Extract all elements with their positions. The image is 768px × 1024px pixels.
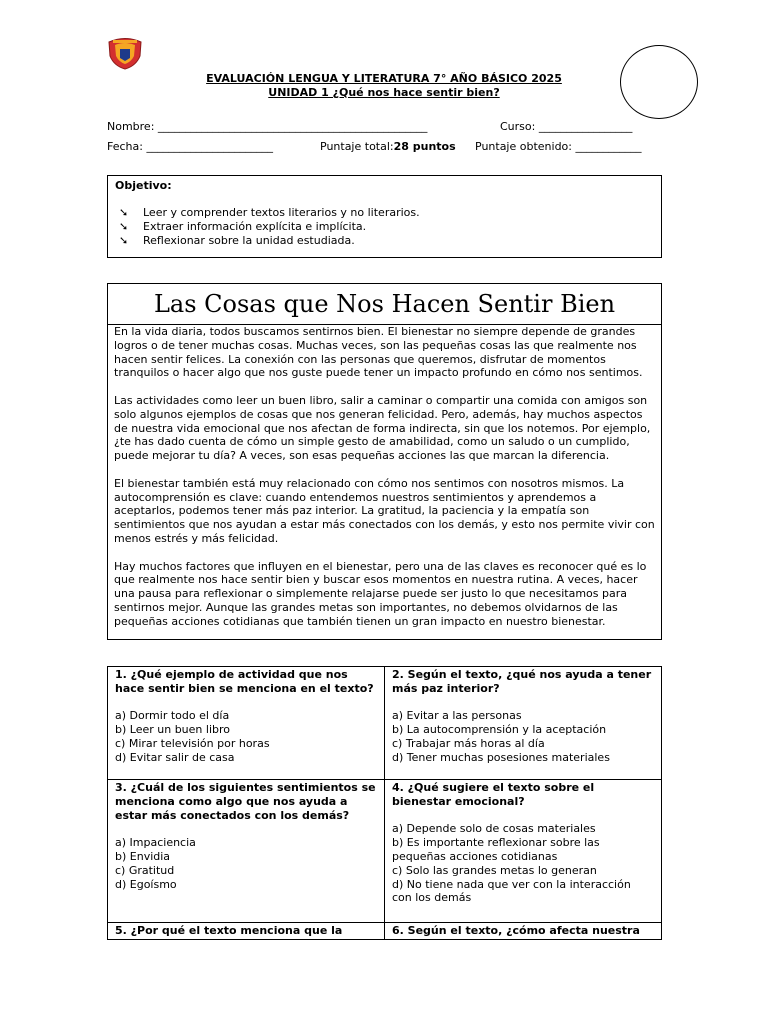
option: b) Es importante reflexionar sobre las pequeñas acciones cotidianas [392, 836, 600, 863]
question-row [108, 667, 662, 780]
option: c) Mirar televisión por horas [115, 736, 270, 750]
option: c) Trabajar más horas al día [392, 736, 545, 750]
option: d) Tener muchas posesiones materiales [392, 750, 610, 764]
question-text: 2. Según el texto, ¿qué nos ayuda a tener más paz interior? [392, 668, 652, 695]
reading-body [108, 325, 661, 629]
question-options [392, 709, 654, 764]
reading-paragraph: En la vida diaria, todos buscamos sentirnos bien. El bienestar no siempre depende de grandes logros o de tener muchas cosas. Muchas veces, son las pequeñas cosas las que realmente nos hacen sentir felices. La conexión con las personas que queremos, disfrutar de momentos tranquilos o hacer algo que nos guste puede tener un impacto profundo en cómo nos sentimos. [114, 325, 643, 380]
question-options [392, 822, 654, 905]
option: a) Depende solo de cosas materiales [392, 822, 596, 836]
option: a) Impaciencia [115, 836, 196, 850]
curso-field: Curso: _________________ [500, 120, 633, 133]
option: b) Leer un buen libro [115, 723, 230, 737]
reading-paragraph: Las actividades como leer un buen libro, salir a caminar o compartir una comida con amigos son solo algunos ejemplos de cosas que nos generan felicidad. Pero, además, hay muchos aspectos de nuestra vida emocional que nos afectan de forma indirecta, sin que los notemos. Por ejemplo, ¿te has dado cuenta de cómo un simple gesto de amabilidad, como un saludo o un cumplido, puede mejorar tu día? A veces, son esas pequeñas acciones las que marcan la diferencia. [114, 393, 651, 463]
objective-item: ➘ Leer y comprender textos literarios y no literarios. [119, 206, 420, 219]
option: b) Envidia [115, 849, 171, 863]
reading-paragraph: Hay muchos factores que influyen en el bienestar, pero una de las claves es reconocer qué es lo que realmente nos hace sentir bien y buscar esos momentos en nuestra rutina. A veces, hacer una pausa para reflexionar o simplemente relajarse puede ser justo lo que necesitamos para sentirnos mejor. Aunque las grandes metas son importantes, no debemos olvidarnos de las pequeñas acciones cotidianas que también tienen un gran impacto en nuestro bienestar. [114, 559, 647, 628]
option: d) Egoísmo [115, 877, 177, 891]
exam-title: EVALUACIÓN LENGUA Y LITERATURA 7° AÑO BÁSICO 2025 [206, 72, 562, 85]
puntaje-total [320, 140, 456, 153]
objective-title: Objetivo: [115, 179, 172, 192]
school-logo [106, 36, 144, 70]
question-text: 4. ¿Qué sugiere el texto sobre el bienestar emocional? [392, 781, 595, 808]
option: a) Evitar a las personas [392, 709, 522, 723]
objective-box [107, 175, 662, 258]
reading-paragraph: El bienestar también está muy relacionado con cómo nos sentimos con nosotros mismos. La autocomprensión es clave: cuando entendemos nuestros sentimientos y aprendemos a aceptarlos, podemos tener más paz interior. La gratitud, la paciencia y la empatía son sentimientos que nos ayudan a estar más conectados con los demás, y esto nos permite vivir con menos estrés y más felicidad. [114, 476, 655, 545]
option: a) Dormir todo el día [115, 709, 230, 723]
question-cell-6 [385, 923, 662, 940]
objective-item: ➘ Reflexionar sobre la unidad estudiada. [119, 234, 355, 247]
question-cell-3 [108, 780, 385, 923]
question-cell-4 [385, 780, 662, 923]
question-text: 6. Según el texto, ¿cómo afecta nuestra [392, 924, 640, 937]
reading-box [107, 283, 662, 640]
fecha-field: Fecha: _______________________ [107, 140, 273, 153]
option: c) Gratitud [115, 863, 175, 877]
objective-item: ➘ Extraer información explícita e implícita. [119, 220, 367, 233]
unit-title: UNIDAD 1 ¿Qué nos hace sentir bien? [268, 86, 500, 99]
puntaje-total-value: 28 puntos [393, 140, 456, 153]
question-text: 1. ¿Qué ejemplo de actividad que nos hace sentir bien se menciona en el texto? [115, 668, 374, 695]
school-shield-icon [106, 36, 144, 70]
arrow-bullet-icon: ➘ [119, 234, 129, 247]
question-text: 3. ¿Cuál de los siguientes sentimientos se menciona como algo que nos ayuda a estar más conectados con los demás? [115, 781, 376, 822]
question-text: 5. ¿Por qué el texto menciona que la [115, 924, 343, 937]
arrow-bullet-icon: ➘ [119, 220, 129, 233]
question-options [115, 836, 377, 891]
question-options [115, 709, 377, 764]
option: c) Solo las grandes metas lo generan [392, 863, 597, 877]
objective-list [115, 206, 654, 248]
puntaje-total-label: Puntaje total: [320, 140, 394, 153]
option: d) No tiene nada que ver con la interacción con los demás [392, 877, 631, 905]
puntaje-obtenido-field: Puntaje obtenido: ____________ [475, 140, 642, 153]
question-cell-1 [108, 667, 385, 780]
arrow-bullet-icon: ➘ [119, 206, 129, 219]
option: d) Evitar salir de casa [115, 750, 235, 764]
question-row [108, 780, 662, 923]
option: b) La autocomprensión y la aceptación [392, 723, 607, 737]
question-cell-2 [385, 667, 662, 780]
reading-title: Las Cosas que Nos Hacen Sentir Bien [108, 284, 661, 325]
nombre-field: Nombre: _________________________________________________ [107, 120, 428, 133]
questions-table [107, 666, 662, 940]
question-cell-5 [108, 923, 385, 940]
question-row [108, 923, 662, 940]
